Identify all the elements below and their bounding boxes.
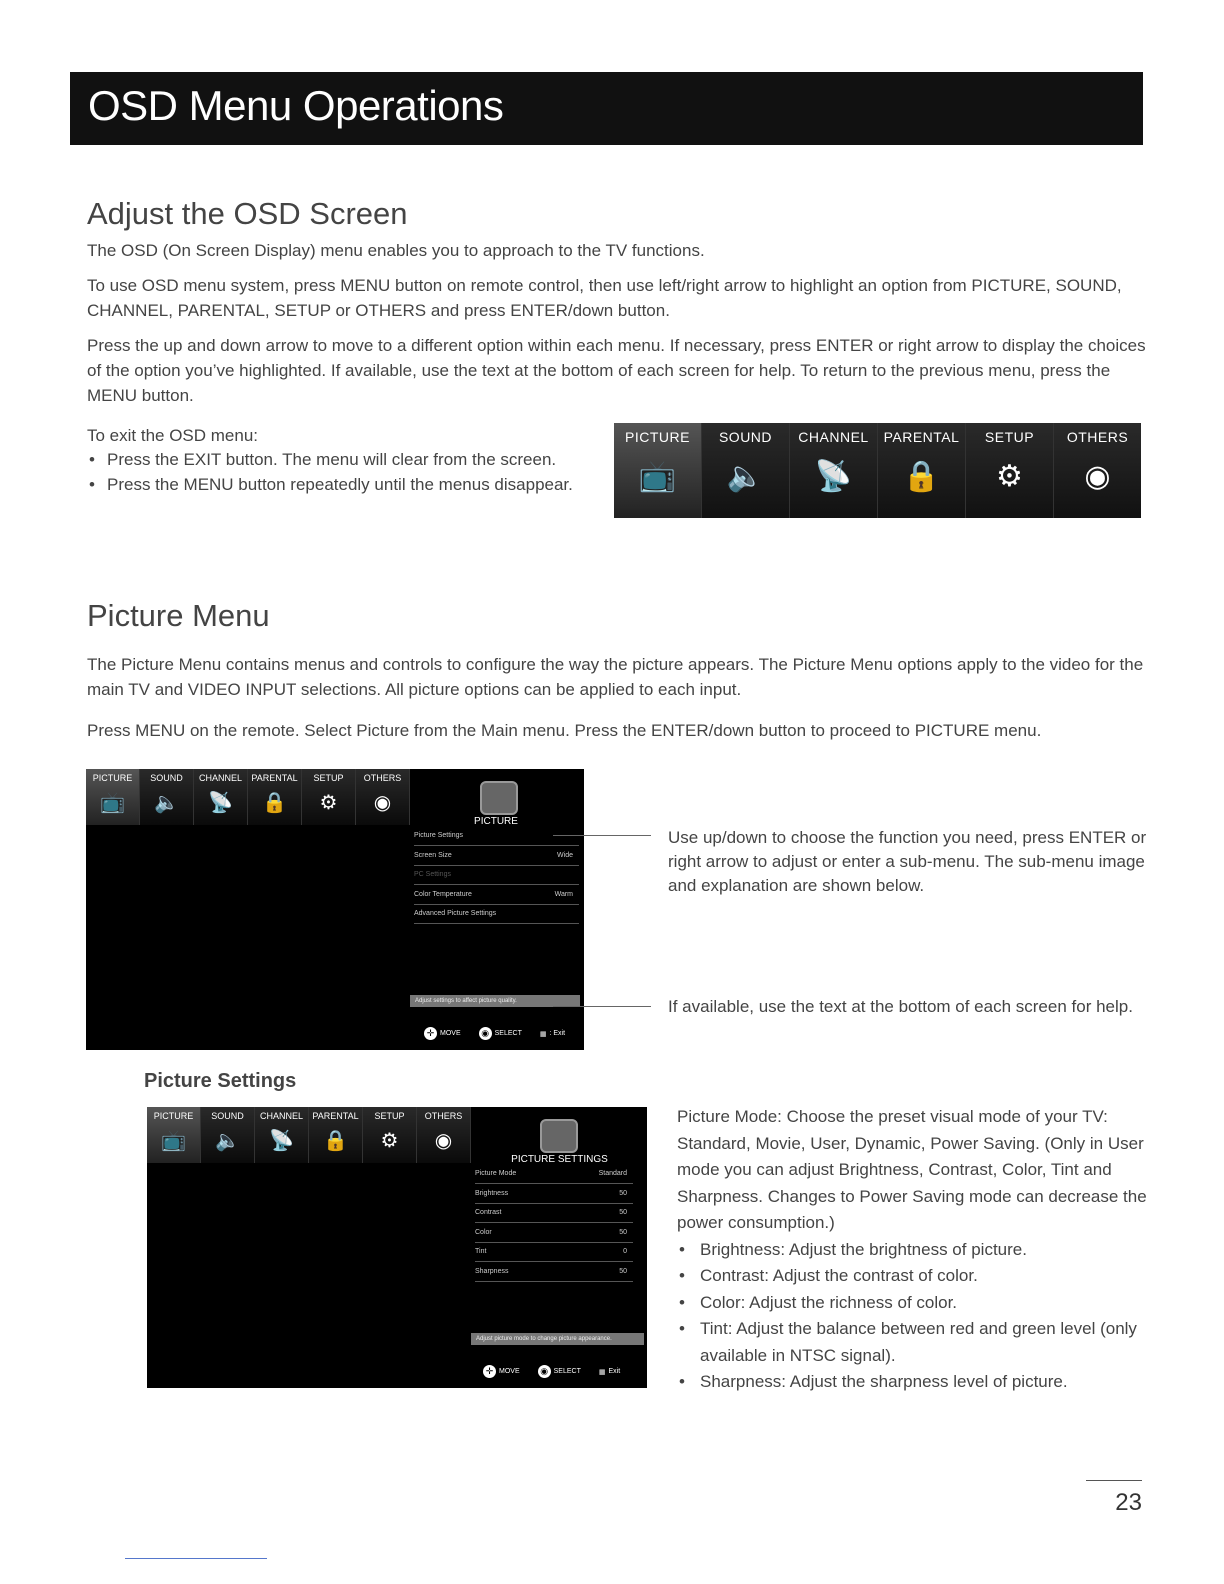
tab-label: SOUND xyxy=(150,773,183,783)
tab-label: CHANNEL xyxy=(259,1111,303,1121)
option-label: Advanced Picture Settings xyxy=(414,910,497,917)
subsection-heading-picture-settings: Picture Settings xyxy=(144,1070,297,1092)
hint-select: SELECT xyxy=(553,1368,581,1375)
gear-icon: ⚙ xyxy=(996,460,1023,493)
option-label: Color Temperature xyxy=(414,891,472,898)
tv-icon: 📺 xyxy=(161,1130,186,1152)
option-row xyxy=(414,905,579,924)
option-label: Color xyxy=(475,1229,492,1236)
callout-line xyxy=(553,1006,651,1007)
tab-others xyxy=(417,1107,471,1163)
tab-label: PICTURE xyxy=(92,773,133,783)
tab-setup xyxy=(363,1107,417,1163)
list-item: • Color: Adjust the richness of color. xyxy=(677,1290,1147,1317)
osd-menu-bar xyxy=(614,423,1141,518)
adjust-paragraph-3: Press the up and down arrow to move to a different option within each menu. If necessary, press ENTER or right arrow to display the choices of the option you’ve highlighted. If available, use the text at the bottom of each screen for help. To return to the previous menu, press the MENU button. xyxy=(87,336,1146,405)
option-row xyxy=(475,1243,633,1262)
settings-bullets xyxy=(677,1237,1147,1396)
tv-icon: 📺 xyxy=(100,792,125,814)
tab-label: SOUND xyxy=(718,429,773,445)
gear-icon: ⚙ xyxy=(319,792,338,814)
speaker-icon: 🔈 xyxy=(726,460,765,493)
option-row xyxy=(414,847,579,866)
tab-label: SETUP xyxy=(984,429,1035,445)
tab-channel xyxy=(194,769,248,825)
hint-move: MOVE xyxy=(499,1368,520,1375)
option-label: Contrast xyxy=(475,1209,502,1216)
exit-icon: ▦ xyxy=(598,1368,606,1376)
tab-label: PARENTAL xyxy=(251,773,298,783)
gear-icon: ⚙ xyxy=(380,1130,399,1152)
option-row xyxy=(475,1263,633,1282)
satellite-icon: 📡 xyxy=(208,792,233,814)
section-heading-picture: Picture Menu xyxy=(87,598,270,633)
speaker-icon: 🔈 xyxy=(215,1130,240,1152)
page-number: 23 xyxy=(1086,1480,1142,1517)
tab-setup xyxy=(966,423,1054,518)
tab-channel xyxy=(255,1107,309,1163)
callout-help: If available, use the text at the bottom of each screen for help. xyxy=(668,997,1133,1016)
picture-paragraph-1: The Picture Menu contains menus and controls to configure the way the picture appears. The Picture Menu options apply to the video for the main TV and VIDEO INPUT selections. All picture options can be applied to each input. xyxy=(87,655,1144,699)
option-value: 50 xyxy=(619,1229,627,1236)
tab-label: PARENTAL xyxy=(312,1111,359,1121)
tab-label: CHANNEL xyxy=(798,429,869,445)
osd-mini-menu-bar xyxy=(86,769,410,825)
hint-select: SELECT xyxy=(494,1030,522,1037)
exit-intro: To exit the OSD menu: xyxy=(87,426,259,445)
hint-exit: Exit xyxy=(608,1368,621,1375)
tab-channel xyxy=(790,423,878,518)
tab-label: OTHERS xyxy=(1066,429,1129,445)
move-icon: ✛ xyxy=(483,1365,496,1378)
lock-icon: 🔒 xyxy=(323,1130,348,1152)
footer-link-line xyxy=(125,1558,267,1559)
callout-line xyxy=(553,835,651,836)
option-label: Picture Mode xyxy=(475,1170,517,1177)
tab-label: OTHERS xyxy=(363,773,402,783)
tab-picture xyxy=(86,769,140,825)
tab-label: PICTURE xyxy=(625,429,690,445)
picture-settings-screenshot xyxy=(147,1107,647,1388)
exit-bullets xyxy=(87,447,617,497)
picture-paragraph-2: Press MENU on the remote. Select Picture from the Main menu. Press the ENTER/down button to proceed to PICTURE menu. xyxy=(87,721,1042,740)
tab-label: OTHERS xyxy=(424,1111,463,1121)
list-item: • Press the MENU button repeatedly until the menus disappear. xyxy=(87,472,617,497)
picture-logo-icon xyxy=(480,781,518,815)
list-item: • Press the EXIT button. The menu will clear from the screen. xyxy=(87,447,617,472)
select-icon: ◉ xyxy=(479,1027,492,1040)
option-label: PC Settings xyxy=(414,871,451,878)
tab-sound xyxy=(201,1107,255,1163)
others-icon: ◉ xyxy=(434,1130,453,1152)
option-row xyxy=(414,886,579,905)
option-value: Warm xyxy=(554,891,573,898)
tv-icon: 📺 xyxy=(638,460,677,493)
option-label: Picture Settings xyxy=(414,832,464,839)
tab-sound xyxy=(702,423,790,518)
tab-label: PICTURE xyxy=(153,1111,194,1121)
tab-label: PARENTAL xyxy=(883,429,960,445)
option-row xyxy=(414,866,579,885)
option-row xyxy=(475,1204,633,1223)
option-label: Screen Size xyxy=(414,852,452,859)
picture-logo-icon xyxy=(540,1119,578,1153)
option-value: Standard xyxy=(598,1170,627,1177)
list-item: • Tint: Adjust the balance between red and green level (only available in NTSC signal). xyxy=(677,1316,1147,1369)
callout-navigation: Use up/down to choose the function you need, press ENTER or right arrow to adjust or enter a sub-menu. The sub-menu image and explanation are shown below. xyxy=(668,828,1147,895)
option-value: 0 xyxy=(623,1248,627,1255)
hint-exit: : Exit xyxy=(549,1030,566,1037)
page-title: OSD Menu Operations xyxy=(88,82,504,129)
list-item: • Brightness: Adjust the brightness of picture. xyxy=(677,1237,1147,1264)
tab-label: CHANNEL xyxy=(198,773,242,783)
list-item: • Sharpness: Adjust the sharpness level of picture. xyxy=(677,1369,1147,1396)
option-row xyxy=(475,1185,633,1204)
speaker-icon: 🔈 xyxy=(154,792,179,814)
adjust-paragraph-2: To use OSD menu system, press MENU button on remote control, then use left/right arrow to highlight an option from PICTURE, SOUND, CHANNEL, PARENTAL, SETUP or OTHERS and press ENTER/down button. xyxy=(87,276,1122,320)
option-value: 50 xyxy=(619,1190,627,1197)
tab-parental xyxy=(878,423,966,518)
page-banner xyxy=(70,72,1143,145)
footer-hints xyxy=(424,1027,565,1040)
tab-parental xyxy=(248,769,302,825)
tab-picture xyxy=(147,1107,201,1163)
others-icon: ◉ xyxy=(373,792,392,814)
lock-icon: 🔒 xyxy=(902,460,941,493)
select-icon: ◉ xyxy=(538,1365,551,1378)
tab-setup xyxy=(302,769,356,825)
list-item: • Contrast: Adjust the contrast of color. xyxy=(677,1263,1147,1290)
option-value: Wide xyxy=(557,852,573,859)
lock-icon: 🔒 xyxy=(262,792,287,814)
option-value: 50 xyxy=(619,1268,627,1275)
option-value: 50 xyxy=(619,1209,627,1216)
option-label: Sharpness xyxy=(475,1268,509,1275)
tab-label: SETUP xyxy=(374,1111,405,1121)
satellite-icon: 📡 xyxy=(269,1130,294,1152)
others-icon: ◉ xyxy=(1084,460,1111,493)
tab-label: SETUP xyxy=(313,773,344,783)
section-heading-adjust: Adjust the OSD Screen xyxy=(87,196,408,231)
screen-title: PICTURE SETTINGS xyxy=(511,1154,608,1165)
option-row xyxy=(475,1224,633,1243)
tab-label: SOUND xyxy=(211,1111,244,1121)
picture-menu-screenshot xyxy=(86,769,584,1050)
osd-mini-menu-bar xyxy=(147,1107,471,1163)
adjust-paragraph-1: The OSD (On Screen Display) menu enables you to approach to the TV functions. xyxy=(87,241,705,260)
option-row xyxy=(475,1165,633,1184)
satellite-icon: 📡 xyxy=(814,460,853,493)
tab-others xyxy=(356,769,410,825)
help-text: Adjust settings to affect picture quality. xyxy=(410,995,580,1007)
help-text: Adjust picture mode to change picture appearance. xyxy=(471,1333,644,1345)
footer-hints xyxy=(483,1365,620,1378)
option-label: Brightness xyxy=(475,1190,509,1197)
picture-mode-description: Picture Mode: Choose the preset visual mode of your TV: Standard, Movie, User, Dynamic, Power Saving. (Only in User mode you can adjust Brightness, Contrast, Color, Tint and Sharpness. Changes to Power Saving mode can decrease the power consumption.) xyxy=(677,1107,1147,1232)
move-icon: ✛ xyxy=(424,1027,437,1040)
option-label: Tint xyxy=(475,1248,487,1255)
exit-icon: ▦ xyxy=(539,1030,547,1038)
hint-move: MOVE xyxy=(440,1030,461,1037)
picture-settings-description xyxy=(677,1104,1147,1396)
tab-parental xyxy=(309,1107,363,1163)
option-row xyxy=(414,827,579,846)
tab-others xyxy=(1054,423,1141,518)
screen-title: PICTURE xyxy=(474,816,518,827)
tab-sound xyxy=(140,769,194,825)
tab-picture xyxy=(614,423,702,518)
